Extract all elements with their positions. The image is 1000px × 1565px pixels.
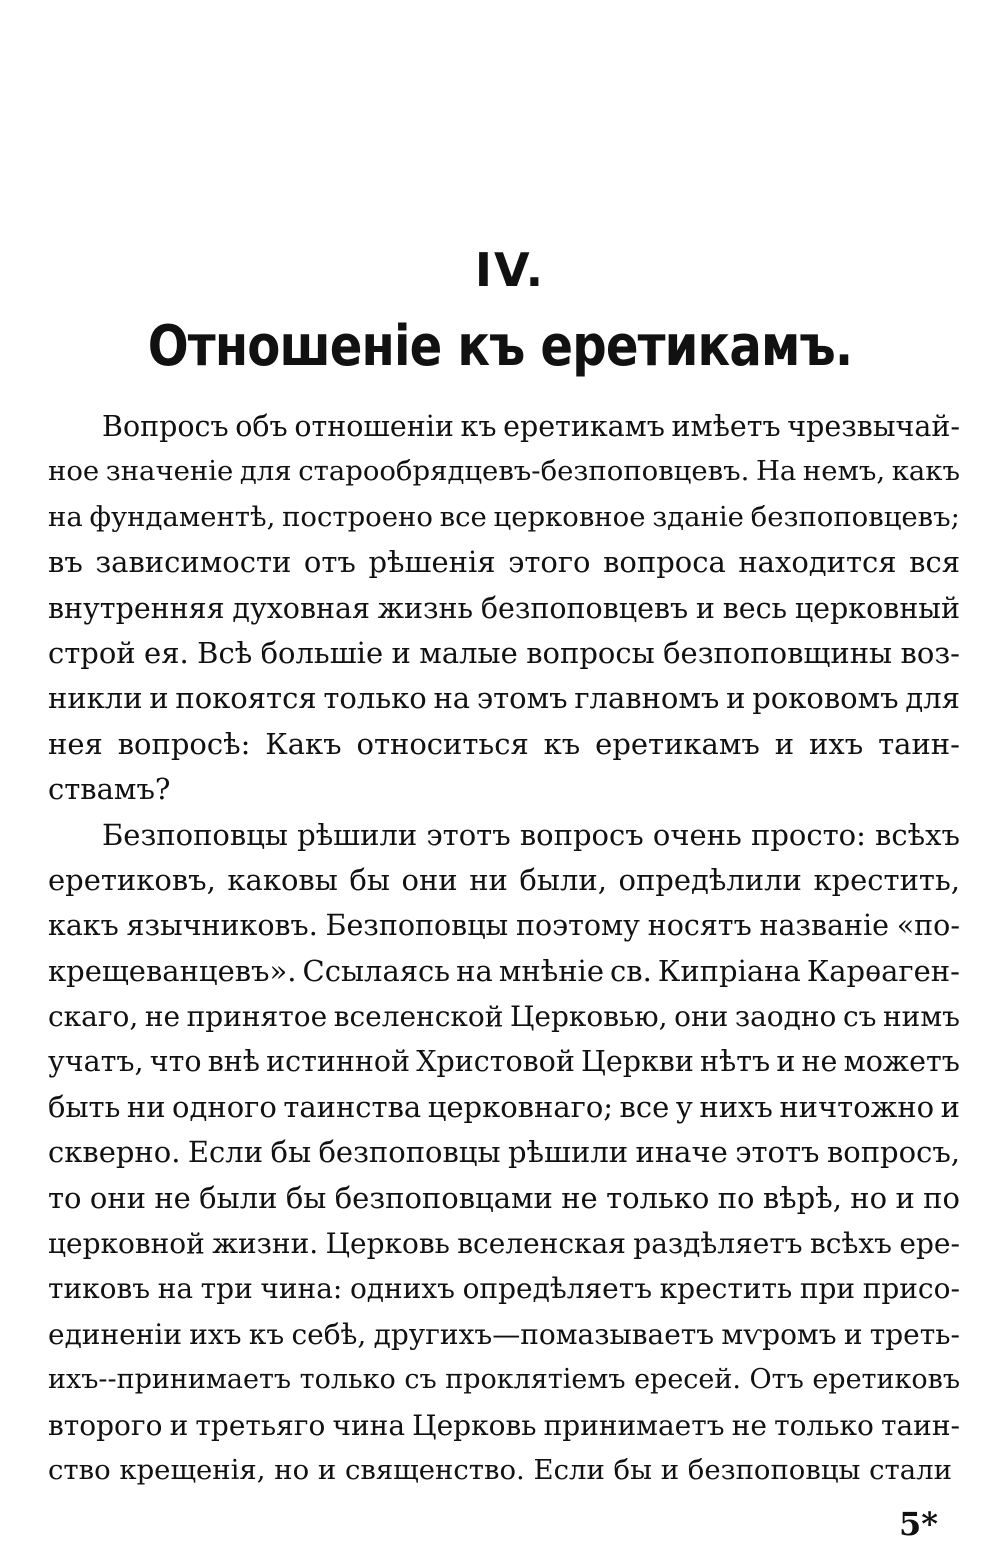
text-line: скверно. Если бы безпоповцы рѣшили иначе этотъ вопросъ,: [48, 1135, 960, 1170]
text-line: церковной жизни. Церковь вселенская раздѣляетъ всѣхъ ере-: [48, 1227, 960, 1261]
text-line: то они не были бы безпоповцами не только по вѣрѣ, но и по: [48, 1180, 960, 1215]
chapter-number: IV.: [474, 243, 546, 297]
text-line: какъ язычниковъ. Безпоповцы поэтому носятъ названіе «по-: [48, 909, 960, 943]
text-line: ихъ--принимаетъ только съ проклятіемъ ересей. Отъ еретиковъ: [48, 1364, 960, 1396]
text-line: учатъ, что внѣ истинной Христовой Церкви нѣтъ и не можетъ: [48, 1045, 960, 1079]
text-line: Безпоповцы рѣшили этотъ вопросъ очень просто: всѣхъ: [102, 817, 960, 852]
text-line: крещеванцевъ». Ссылаясь на мнѣніе св. Кипріана Карѳаген-: [48, 953, 960, 988]
text-line: въ зависимости отъ рѣшенія этого вопроса находится вся: [48, 545, 960, 580]
text-line: ство крещенія, но и священство. Если бы и безпоповцы стали: [48, 1453, 952, 1486]
text-line: быть ни одного таинства церковнаго; все у нихъ ничтожно и: [48, 1089, 960, 1124]
text-line: ное значеніе для старообрядцевъ-безпоповцевъ. На немъ, какъ: [48, 455, 960, 488]
text-line: тиковъ на три чина: однихъ опредѣляетъ крестить при присо-: [48, 1272, 960, 1306]
body-text: [48, 404, 960, 1493]
text-line: внутренняя духовная жизнь безпоповцевъ и весь церковный: [48, 591, 960, 625]
text-line: ствамъ?: [48, 772, 171, 807]
text-line: Вопросъ объ отношеніи къ еретикамъ имѣетъ чрезвычай-: [102, 410, 960, 443]
text-line: на фундаментѣ, построено все церковное зданіе безпоповцевъ;: [48, 500, 960, 533]
text-line: никли и покоятся только на этомъ главномъ и роковомъ для: [48, 681, 960, 716]
text-line: скаго, не принятое вселенской Церковью, они заодно съ нимъ: [48, 1000, 960, 1034]
chapter-title: Отношеніе къ еретикамъ.: [147, 314, 853, 379]
text-line: нея вопросѣ: Какъ относиться къ еретикамъ и ихъ таин-: [48, 726, 960, 761]
text-line: второго и третьяго чина Церковь принимаетъ не только таин-: [48, 1408, 960, 1442]
text-line: единеніи ихъ къ себѣ, другихъ—помазываетъ мѵромъ и треть-: [48, 1317, 960, 1351]
text-line: еретиковъ, каковы бы они ни были, опредѣлили крестить,: [48, 862, 960, 897]
text-line: строй ея. Всѣ большіе и малые вопросы безпоповщины воз-: [48, 635, 960, 670]
page-number: 5*: [899, 1505, 938, 1543]
